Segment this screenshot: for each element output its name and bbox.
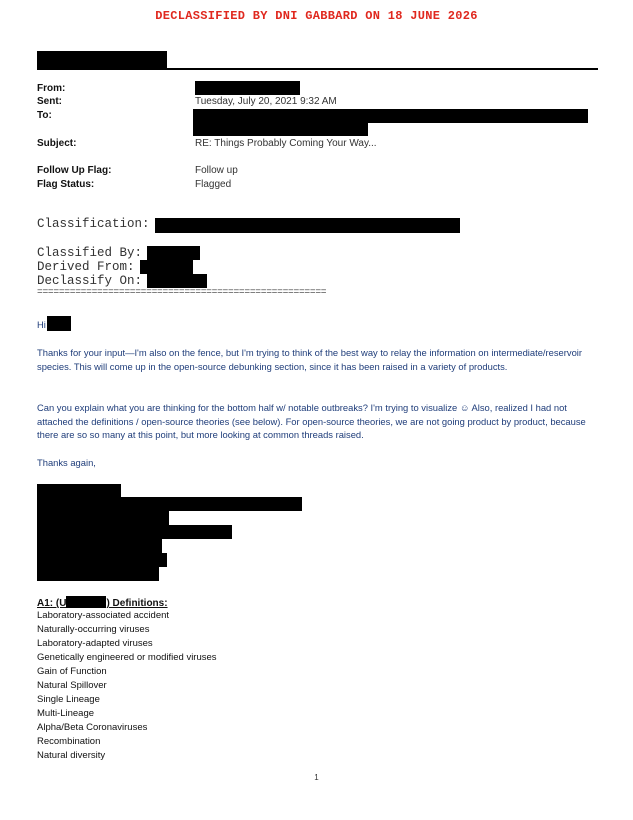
redacted-block xyxy=(37,497,302,511)
redacted-from xyxy=(195,81,300,95)
classification-rule: ===================================================== xyxy=(37,286,327,297)
list-item: Recombination xyxy=(37,736,101,747)
list-item: Natural Spillover xyxy=(37,680,107,691)
definitions-list xyxy=(37,609,217,763)
redacted-to-line1 xyxy=(193,109,588,123)
declassification-banner: DECLASSIFIED BY DNI GABBARD ON 18 JUNE 2026 xyxy=(155,9,478,23)
body-paragraph-2: Can you explain what you are thinking for the bottom half w/ notable outbreaks? I'm trying to visualize ☺ Also, realized I had not attached the definitions / open-source theories (see below). For open-source theories, we are not going product by product, because there are so so many at this point, but more looking at common threads raised. xyxy=(37,402,586,440)
redacted-recipient-name xyxy=(47,316,71,331)
redacted-block xyxy=(37,51,167,68)
definitions-title xyxy=(37,596,168,609)
list-item: Single Lineage xyxy=(37,694,100,705)
redacted-to-line2 xyxy=(193,123,368,136)
redacted-classified-by xyxy=(147,246,200,260)
header-divider xyxy=(37,68,598,70)
redacted-block xyxy=(37,553,167,567)
redacted-inline xyxy=(66,596,106,608)
redacted-block xyxy=(37,484,121,498)
followup-flag-value: Follow up xyxy=(195,165,238,176)
derived-from-label: Derived From: xyxy=(37,260,135,274)
redacted-block xyxy=(37,511,169,525)
list-item: Genetically engineered or modified viruses xyxy=(37,652,217,663)
from-label: From: xyxy=(37,83,66,94)
to-label: To: xyxy=(37,110,52,121)
list-item: Natural diversity xyxy=(37,750,106,761)
redacted-block xyxy=(37,567,159,581)
subject-label: Subject: xyxy=(37,138,77,149)
list-item: Naturally-occurring viruses xyxy=(37,624,150,635)
definitions-title-suffix: ) Definitions: xyxy=(106,598,168,609)
flag-status-value: Flagged xyxy=(195,179,232,190)
greeting: Hi xyxy=(37,319,46,330)
definitions-title-prefix: A1: (U xyxy=(37,598,67,609)
list-item: Laboratory-associated accident xyxy=(37,610,170,621)
list-item: Laboratory-adapted viruses xyxy=(37,638,153,649)
subject-value: RE: Things Probably Coming Your Way... xyxy=(195,138,377,149)
classification-label: Classification: xyxy=(37,217,150,231)
sent-label: Sent: xyxy=(37,96,62,107)
list-item: Gain of Function xyxy=(37,666,107,677)
redacted-derived-from xyxy=(140,260,193,274)
list-item: Alpha/Beta Coronaviruses xyxy=(37,722,148,733)
sent-value: Tuesday, July 20, 2021 9:32 AM xyxy=(195,96,337,107)
classified-by-label: Classified By: xyxy=(37,246,143,260)
redacted-classification xyxy=(155,218,460,233)
page-number: 1 xyxy=(314,773,319,782)
followup-flag-label: Follow Up Flag: xyxy=(37,165,112,176)
redacted-block xyxy=(37,525,232,539)
body-paragraph-1: Thanks for your input—I'm also on the fence, but I'm trying to think of the best way to relay the information on intermediate/reservoir species. This will come up in the open-source debunking section, since it has been raised in a variety of products. xyxy=(37,347,582,372)
flag-status-label: Flag Status: xyxy=(37,179,95,190)
list-item: Multi-Lineage xyxy=(37,708,95,719)
redacted-block xyxy=(37,539,162,553)
declassify-on-label: Declassify On: xyxy=(37,274,143,288)
signoff: Thanks again, xyxy=(37,457,96,468)
